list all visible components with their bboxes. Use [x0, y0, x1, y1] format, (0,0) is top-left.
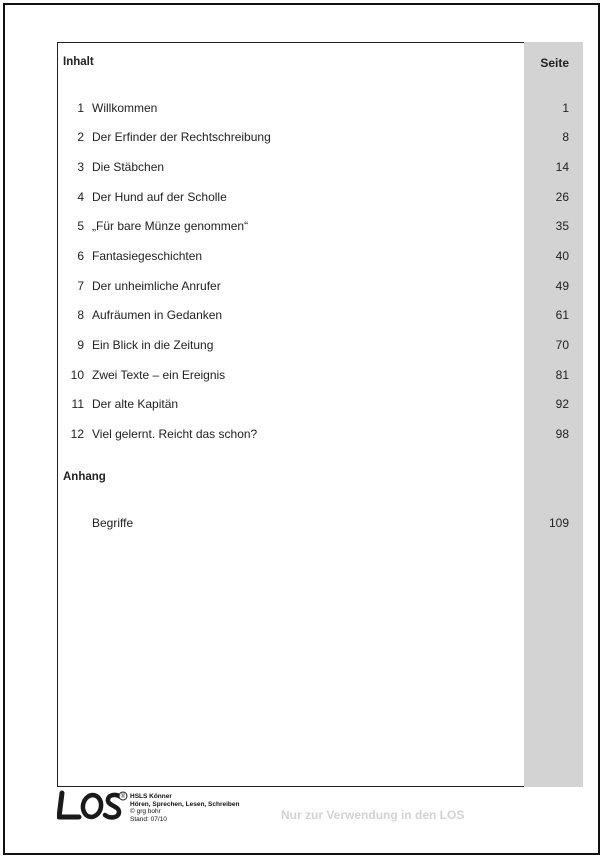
toc-entry-title: Ein Blick in die Zeitung [92, 338, 214, 352]
toc-entry-page: 81 [555, 368, 569, 382]
appendix-entry-title: Begriffe [92, 516, 134, 530]
toc-entry-number: 12 [70, 427, 84, 441]
toc-entry-title: Willkommen [92, 101, 158, 115]
toc-entry-number: 5 [77, 219, 84, 233]
toc-entry-number: 11 [71, 397, 84, 411]
product-line: HSLS Könner [130, 793, 172, 800]
toc-entry[interactable] [0, 368, 607, 384]
toc-entry-title: Die Stäbchen [92, 160, 165, 174]
toc-entry-number: 3 [77, 160, 84, 174]
toc-entry[interactable] [0, 190, 607, 206]
toc-entry-number: 1 [77, 101, 84, 115]
toc-entry-title: Viel gelernt. Reicht das schon? [92, 427, 258, 441]
version: Stand: 07/10 [130, 815, 167, 823]
usage-notice: Nur zur Verwendung in den LOS [281, 808, 465, 822]
contents-heading: Inhalt [63, 56, 94, 68]
toc-entry-number: 9 [77, 338, 84, 352]
footer-meta [130, 793, 239, 823]
toc-entry-number: 4 [77, 190, 84, 204]
toc-entry-number: 6 [77, 249, 84, 263]
page-number-column [524, 42, 583, 787]
toc-entry[interactable] [0, 101, 607, 117]
copyright: © grg bohr [130, 808, 161, 815]
toc-entry-page: 98 [555, 427, 569, 441]
toc-entry[interactable] [0, 338, 607, 354]
toc-entry[interactable] [0, 427, 607, 443]
toc-entry-page: 26 [555, 190, 569, 204]
toc-entry[interactable] [0, 219, 607, 235]
toc-entry[interactable] [0, 249, 607, 265]
toc-entry-title: „Für bare Münze genommen“ [92, 219, 249, 233]
toc-entry-number: 2 [77, 130, 84, 144]
toc-entry[interactable] [0, 130, 607, 146]
los-logo [57, 790, 129, 824]
toc-entry-title: Der Erfinder der Rechtschreibung [92, 130, 271, 144]
toc-entry-title: Fantasiegeschichten [92, 249, 203, 263]
toc-entry[interactable] [0, 279, 607, 295]
toc-entry-page: 8 [562, 130, 569, 144]
toc-entry-title: Aufräumen in Gedanken [92, 308, 223, 322]
toc-entry[interactable] [0, 397, 607, 413]
toc-entry-page: 92 [555, 397, 569, 411]
appendix-entry-page: 109 [548, 516, 569, 530]
toc-entry[interactable] [0, 308, 607, 324]
registered-mark: ® [120, 794, 126, 801]
appendix-heading: Anhang [63, 471, 106, 483]
toc-entry-page: 1 [562, 101, 569, 115]
appendix-entry[interactable] [0, 516, 607, 532]
product-subtitle: Hören, Sprechen, Lesen, Schreiben [130, 800, 240, 808]
toc-entry-page: 35 [555, 219, 569, 233]
toc-entry-page: 40 [555, 249, 569, 263]
toc-entry-page: 49 [555, 279, 569, 293]
page-heading: Seite [540, 56, 569, 70]
toc-entry-title: Der Hund auf der Scholle [92, 190, 227, 204]
toc-entry[interactable] [0, 160, 607, 176]
toc-entry-page: 14 [555, 160, 569, 174]
toc-entry-title: Der unheimliche Anrufer [92, 279, 221, 293]
toc-entry-page: 70 [555, 338, 569, 352]
toc-entry-page: 61 [555, 308, 569, 322]
toc-entry-number: 8 [77, 308, 84, 322]
toc-entry-number: 10 [70, 368, 84, 382]
contents-box [57, 42, 525, 787]
toc-entry-title: Der alte Kapitän [92, 397, 179, 411]
toc-entry-title: Zwei Texte – ein Ereignis [92, 368, 226, 382]
toc-entry-number: 7 [77, 279, 84, 293]
footer [57, 790, 583, 830]
